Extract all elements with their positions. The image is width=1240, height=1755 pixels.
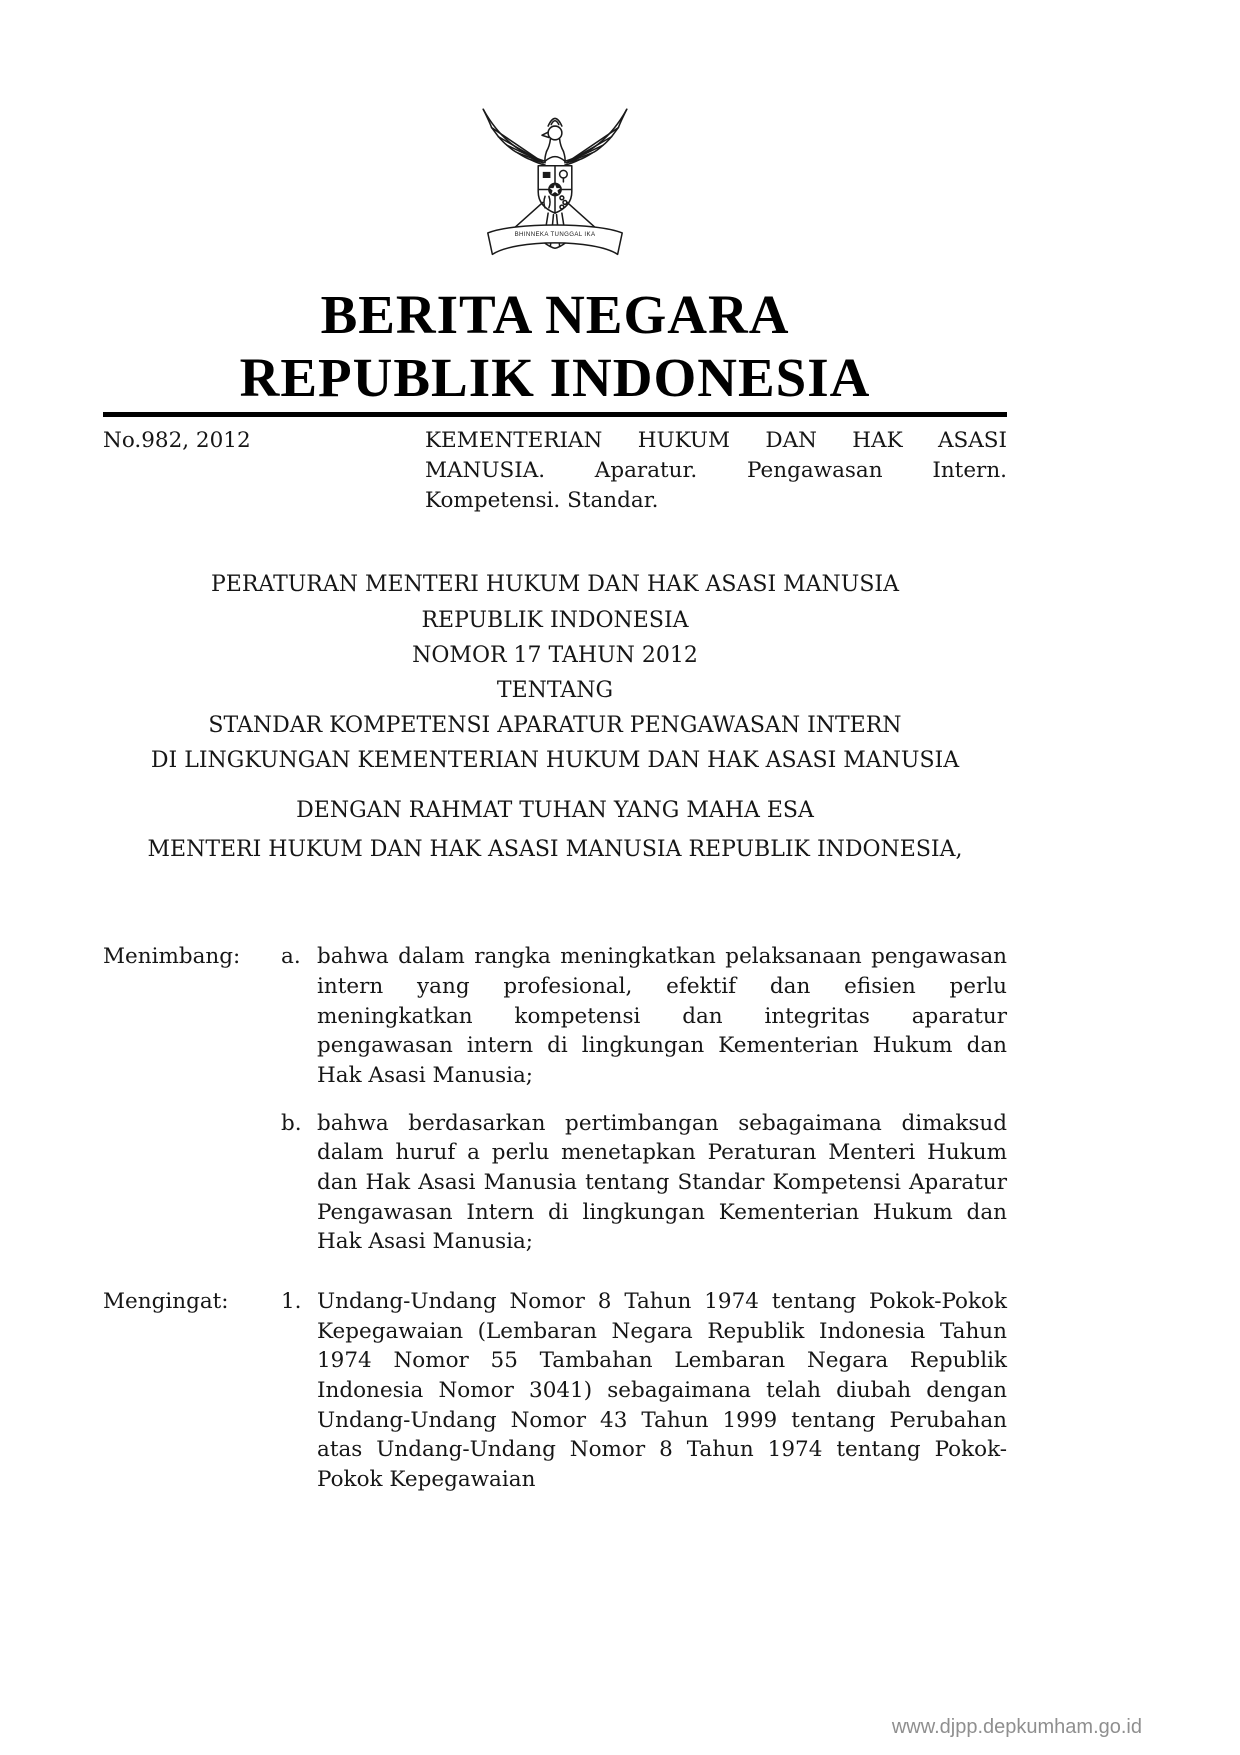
title-line-6: DI LINGKUNGAN KEMENTERIAN HUKUM DAN HAK ASASI MANUSIA (150, 748, 960, 774)
title-line-1: PERATURAN MENTERI HUKUM DAN HAK ASASI MANUSIA (210, 572, 899, 598)
masthead (103, 284, 1007, 409)
legal-basis-marker-1: 1. (281, 1289, 302, 1315)
considerations-block (103, 942, 1007, 1257)
title-line-4: TENTANG (496, 677, 614, 703)
consideration-text-b: bahwa berdasarkan pertimbangan sebagaimana dimaksud dalam huruf a perlu menetapkan Peraturan Menteri Hukum dan Hak Asasi Manusia tentang Standar Kompetensi Aparatur Pengawasan Intern di lingkungan Kementerian Hukum dan Hak Asasi Manusia; (317, 1110, 1007, 1255)
title-line-5: STANDAR KOMPETENSI APARATUR PENGAWASAN INTERN (208, 713, 902, 739)
garuda-pancasila-icon (471, 84, 639, 272)
masthead-title-line2: REPUBLIK INDONESIA (239, 346, 871, 408)
consideration-text-a: bahwa dalam rangka meningkatkan pelaksanaan pengawasan intern yang profesional, efektif dan efisien perlu meningkatkan kompetensi dan integritas aparatur pengawasan intern di lingkungan Kementerian Hukum dan Hak Asasi Manusia; (317, 944, 1007, 1089)
spacer-cell (103, 1109, 281, 1257)
title-line-2: REPUBLIK INDONESIA (421, 607, 689, 633)
considerations-label: Menimbang: (103, 944, 241, 970)
issue-number: No.982, 2012 (103, 428, 251, 454)
legal-basis-block (103, 1287, 1007, 1495)
masthead-rule (103, 412, 1007, 417)
issue-row (103, 426, 1007, 515)
emblem-container (103, 84, 1007, 272)
masthead-title-line1: BERITA NEGARA (320, 284, 790, 345)
legal-basis-label: Mengingat: (103, 1289, 229, 1315)
regulation-title-block (103, 567, 1007, 778)
title-line-3: NOMOR 17 TAHUN 2012 (412, 642, 698, 668)
invocation-line: DENGAN RAHMAT TUHAN YANG MAHA ESA (296, 798, 814, 824)
subject-abstract: KEMENTERIAN HUKUM DAN HAK ASASI MANUSIA. Aparatur. Pengawasan Intern. Kompetensi. Standar. (425, 428, 1007, 513)
emblem-motto-text: BHINNEKA TUNGGAL IKA (514, 231, 596, 239)
official-line: MENTERI HUKUM DAN HAK ASASI MANUSIA REPUBLIK INDONESIA, (147, 837, 963, 863)
consideration-marker-a: a. (281, 944, 301, 970)
legal-basis-text-1: Undang-Undang Nomor 8 Tahun 1974 tentang Pokok-Pokok Kepegawaian (Lembaran Negara Republik Indonesia Tahun 1974 Nomor 55 Tambahan Lembaran Negara Republik Indonesia Nomor 3041) sebagaimana telah diubah dengan Undang-Undang Nomor 43 Tahun 1999 tentang Perubahan atas Undang-Undang Nomor 8 Tahun 1974 tentang Pokok-Pokok Kepegawaian (317, 1289, 1007, 1492)
footer-url: www.djpp.depkumham.go.id (891, 1716, 1142, 1738)
consideration-marker-b: b. (281, 1110, 302, 1136)
clauses-section (103, 942, 1007, 1494)
